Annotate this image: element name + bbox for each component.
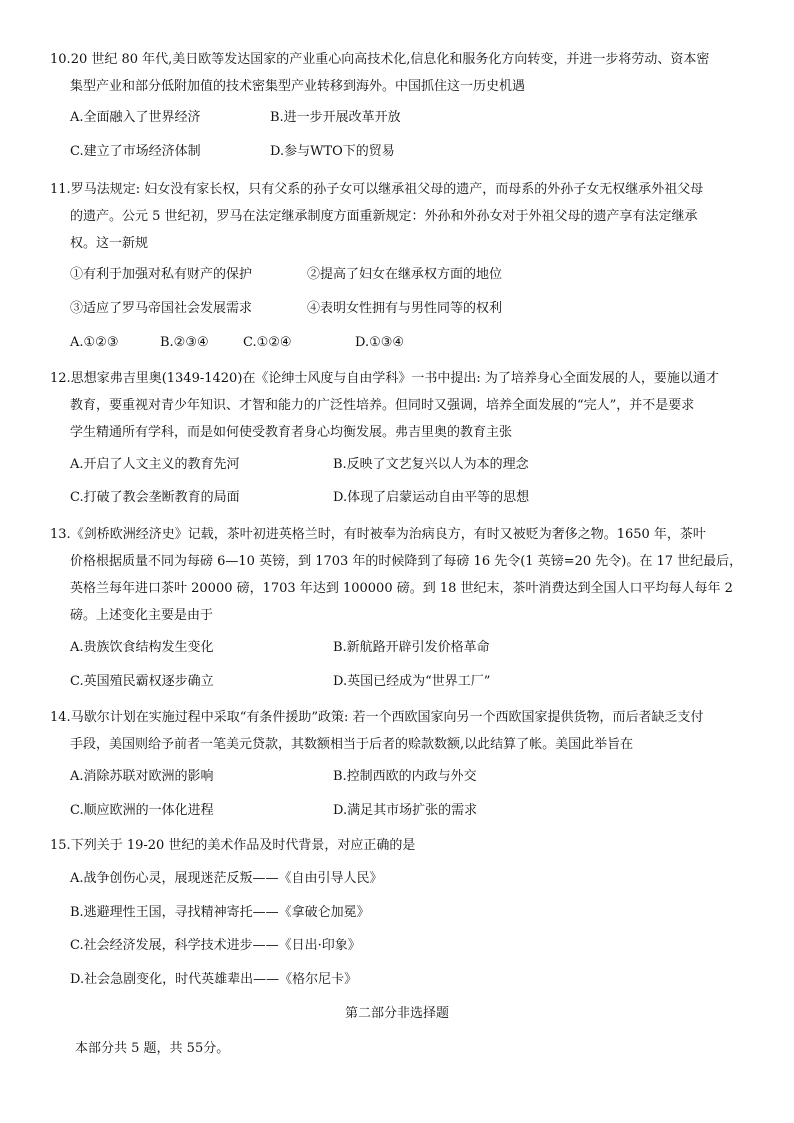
option-d[interactable]: D.参与WTO下的贸易 — [270, 144, 395, 159]
option-a[interactable]: A.消除苏联对欧洲的影响 — [70, 769, 214, 784]
option-d[interactable]: D.满足其市场扩张的需求 — [333, 803, 478, 818]
question-text-line: 权。这一新规 — [70, 236, 149, 251]
option-c[interactable]: C.英国殖民霸权逐步确立 — [70, 674, 214, 689]
option-b[interactable]: B.反映了文艺复兴以人为本的理念 — [333, 457, 529, 472]
option-c[interactable]: C.①②④ — [243, 335, 292, 350]
option-c[interactable]: C.社会经济发展，科学技术进步——《日出·印象》 — [70, 938, 361, 953]
question-text-line: 教育，要重视对青少年知识、才智和能力的广泛性培养。但同时又强调，培养全面发展的“完人”，并不是要求 — [70, 398, 695, 413]
question-text-line: 下列关于 19-20 世纪的美术作品及时代背景，对应正确的是 — [70, 838, 416, 853]
question-13-stem — [50, 521, 756, 629]
question-number: 14. — [50, 710, 71, 725]
question-12-stem — [50, 365, 756, 446]
question-11-stem — [50, 176, 756, 257]
option-d[interactable]: D.英国已经成为“世界工厂” — [333, 674, 491, 689]
question-15-stem — [50, 832, 756, 859]
option-a[interactable]: A.开启了人文主义的教育先河 — [70, 457, 240, 472]
option-a[interactable]: A.全面融入了世界经济 — [70, 110, 201, 125]
question-14-stem — [50, 704, 756, 758]
statement-4: ④表明女性拥有与男性同等的权利 — [307, 301, 503, 316]
question-number: 15. — [50, 838, 71, 853]
question-number: 13. — [50, 527, 71, 542]
option-b[interactable]: B.②③④ — [160, 335, 209, 350]
section-note: 本部分共 5 题，共 55分。 — [75, 1041, 230, 1056]
question-text-line: 磅。上述变化主要是由于 — [70, 608, 214, 623]
section-title: 第二部分非选择题 — [344, 1006, 449, 1021]
question-number: 12. — [50, 371, 71, 386]
option-b[interactable]: B.控制西欧的内政与外交 — [333, 769, 477, 784]
question-text-line: 罗马法规定: 妇女没有家长权，只有父系的孙子女可以继承祖父母的遗产，而母系的外孙子女无权继承外祖父母 — [70, 182, 704, 197]
question-text-line: 价格根据质量不同为每磅 6—10 英镑，到 1703 年的时候降到了每磅 16 先令(1 英镑=20 先令)。在 17 世纪最后， — [70, 554, 743, 569]
statement-1: ①有利于加强对私有财产的保护 — [70, 267, 253, 282]
question-text-line: 英格兰每年进口茶叶 20000 磅，1703 年达到 100000 磅。到 18 世纪末，茶叶消费达到全国人口平均每人每年 2 — [70, 581, 733, 596]
statement-3: ③适应了罗马帝国社会发展需求 — [70, 301, 253, 316]
option-a[interactable]: A.①②③ — [70, 335, 119, 350]
question-text-line: 的遗产。公元 5 世纪初，罗马在法定继承制度方面重新规定：外孙和外孙女对于外祖父母的遗产享有法定继承 — [70, 209, 698, 224]
option-a[interactable]: A.战争创伤心灵，展现迷茫反叛——《自由引导人民》 — [70, 871, 383, 886]
question-text-line: 《剑桥欧洲经济史》记载，茶叶初进英格兰时，有时被奉为治病良方，有时又被贬为奢侈之物。1650 年，茶叶 — [70, 527, 706, 542]
statement-2: ②提高了妇女在继承权方面的地位 — [307, 267, 503, 282]
option-b[interactable]: B.进一步开展改革开放 — [270, 110, 401, 125]
question-text-line: 学生精通所有学科，而是如何使受教育者身心均衡发展。弗吉里奥的教育主张 — [70, 425, 513, 440]
question-text-line: 集型产业和部分低附加值的技术密集型产业转移到海外。中国抓住这一历史机遇 — [70, 79, 526, 94]
option-c[interactable]: C.建立了市场经济体制 — [70, 144, 201, 159]
option-b[interactable]: B.新航路开辟引发价格革命 — [333, 640, 490, 655]
option-d[interactable]: D.体现了启蒙运动自由平等的思想 — [333, 490, 530, 505]
question-10-stem — [50, 46, 756, 100]
option-c[interactable]: C.顺应欧洲的一体化进程 — [70, 803, 214, 818]
option-a[interactable]: A.贵族饮食结构发生变化 — [70, 640, 214, 655]
question-text-line: 思想家弗吉里奥(1349-1420)在《论绅士风度与自由学科》一书中提出: 为了培养身心全面发展的人，要施以通才 — [70, 371, 719, 386]
question-number: 11. — [50, 182, 71, 197]
option-c[interactable]: C.打破了教会垄断教育的局面 — [70, 490, 240, 505]
question-text-line: 手段，美国则给予前者一笔美元贷款，其数额相当于后者的赊款数额,以此结算了帐。美国此举旨在 — [70, 737, 634, 752]
question-text-line: 马歇尔计划在实施过程中采取“有条件援助”政策: 若一个西欧国家向另一个西欧国家提供货物，而后者缺乏支付 — [70, 710, 704, 725]
option-d[interactable]: D.社会急剧变化，时代英雄辈出——《格尔尼卡》 — [70, 972, 358, 987]
option-d[interactable]: D.①③④ — [355, 335, 405, 350]
question-text-line: 20 世纪 80 年代,美日欧等发达国家的产业重心向高技术化,信息化和服务化方向转变，并进一步将劳动、资本密 — [70, 52, 710, 67]
option-b[interactable]: B.逃避理性王国，寻找精神寄托——《拿破仑加冕》 — [70, 905, 370, 920]
question-number: 10. — [50, 52, 71, 67]
